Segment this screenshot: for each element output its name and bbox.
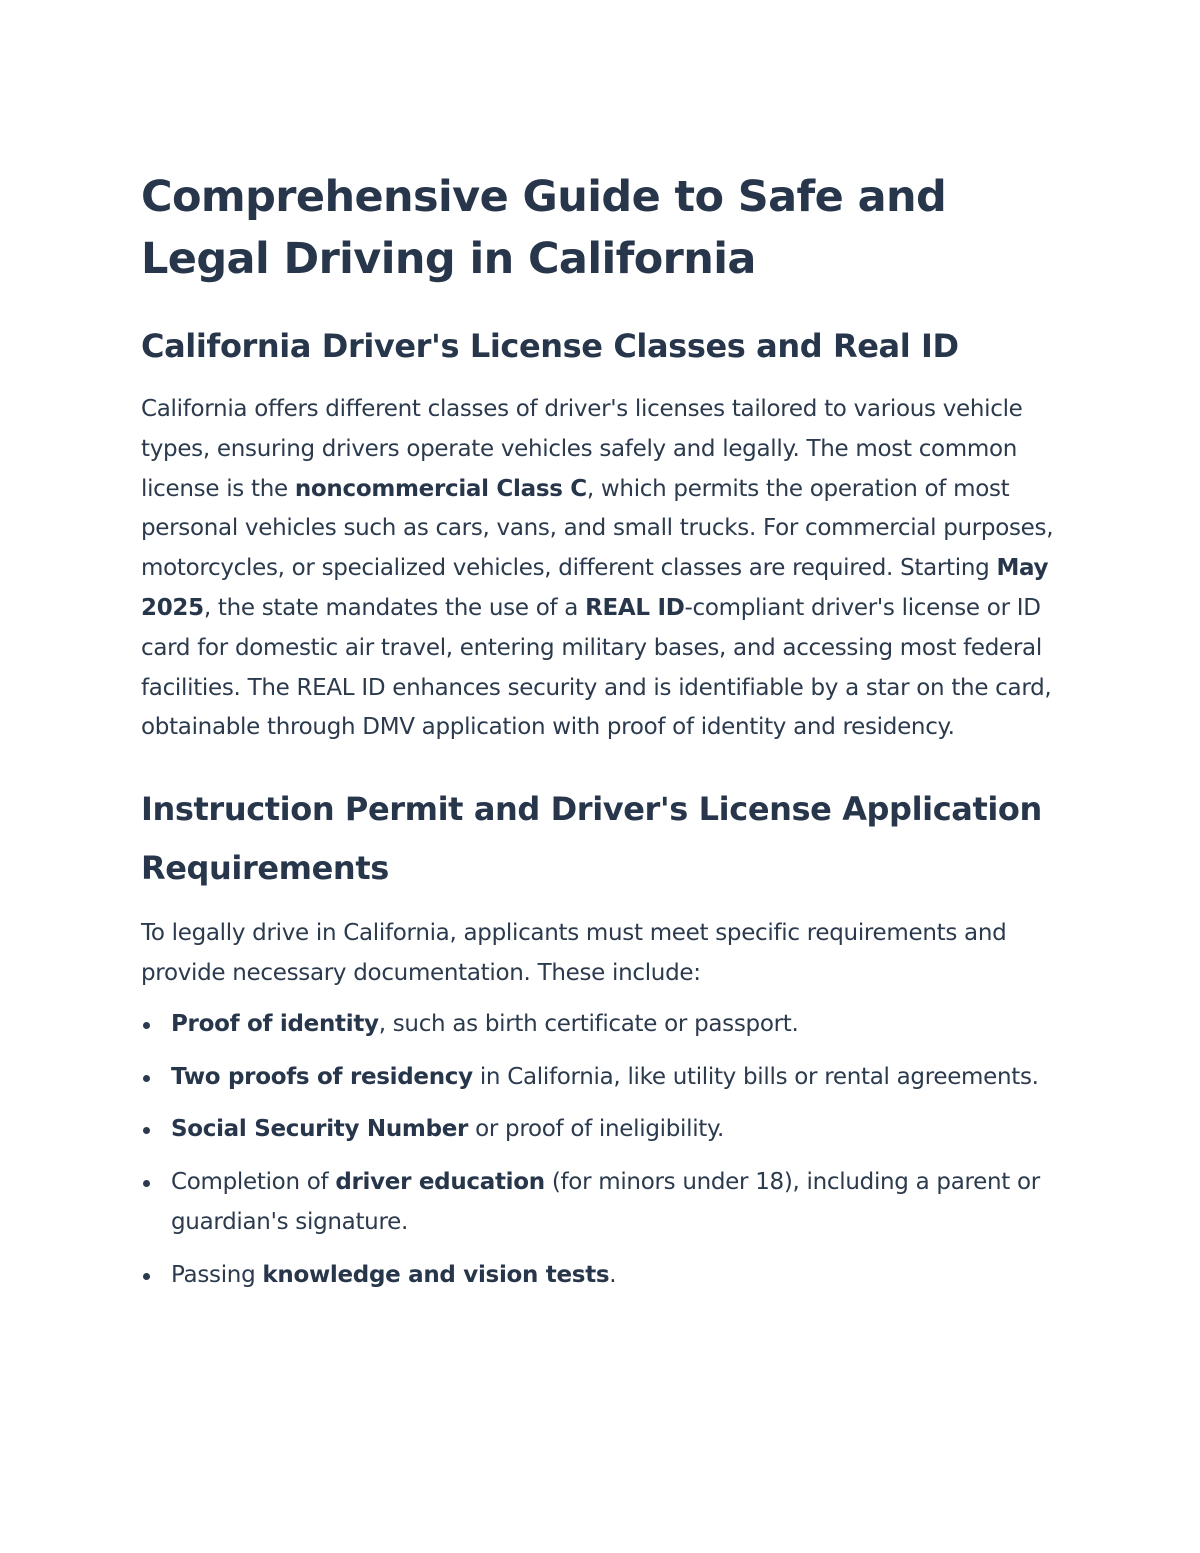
item-bold-text: driver education (335, 1169, 545, 1196)
section-heading-license-classes: California Driver's License Classes and Real ID (141, 327, 959, 365)
item-text: , such as birth certificate or passport. (378, 1010, 799, 1037)
requirements-intro: To legally drive in California, applicants must meet specific requirements and provide necessary documentation. These include: (141, 920, 1007, 986)
item-text: Completion of (171, 1169, 336, 1196)
list-item (141, 1256, 1061, 1296)
paragraph-text: -compliant driver's license or ID card for domestic air travel, entering military bases, and accessing most federal facilities. The REAL ID enhances security and is identifiable by a star on the card, obtainable through DMV application with proof of identity and residency. (141, 594, 1052, 741)
bullet-icon (143, 1022, 150, 1029)
list-item (141, 1110, 1061, 1150)
list-item (141, 1005, 1061, 1045)
item-text: in California, like utility bills or rental agreements. (472, 1063, 1039, 1090)
license-classes-paragraph (141, 390, 1061, 748)
paragraph-text: California offers different classes of driver's licenses tailored to various vehicle types, ensuring drivers operate vehicles safely and legally. The most common license is the (141, 396, 1023, 502)
document-title: Comprehensive Guide to Safe and Legal Driving in California (141, 172, 947, 284)
item-bold-text: Two proofs of residency (171, 1063, 473, 1090)
item-text: . (609, 1261, 617, 1288)
bold-text: May 2025 (141, 555, 1049, 621)
item-bold-text: Proof of identity (171, 1010, 379, 1037)
item-text: (for minors under 18), including a parent or guardian's signature. (171, 1169, 1040, 1235)
item-text: Passing (171, 1261, 263, 1288)
bullet-icon (143, 1180, 150, 1187)
paragraph-text: , the state mandates the use of a (203, 594, 586, 621)
bullet-icon (143, 1075, 150, 1082)
bullet-icon (143, 1127, 150, 1134)
document-content (141, 166, 1061, 1309)
list-item (141, 1058, 1061, 1098)
paragraph-text: , which permits the operation of most personal vehicles such as cars, vans, and small trucks. For commercial purposes, motorcycles, or specialized vehicles, different classes are required. Starting (141, 475, 1054, 582)
bold-text: REAL ID (585, 594, 685, 621)
bullet-icon (143, 1273, 150, 1280)
section-heading-application-requirements: Instruction Permit and Driver's License Application Requirements (141, 790, 1042, 888)
requirements-list (141, 1005, 1061, 1296)
item-bold-text: knowledge and vision tests (262, 1261, 610, 1288)
item-text: or proof of ineligibility. (468, 1116, 725, 1143)
list-item (141, 1163, 1061, 1243)
bold-text: noncommercial Class C (294, 475, 587, 502)
item-bold-text: Social Security Number (171, 1116, 469, 1143)
